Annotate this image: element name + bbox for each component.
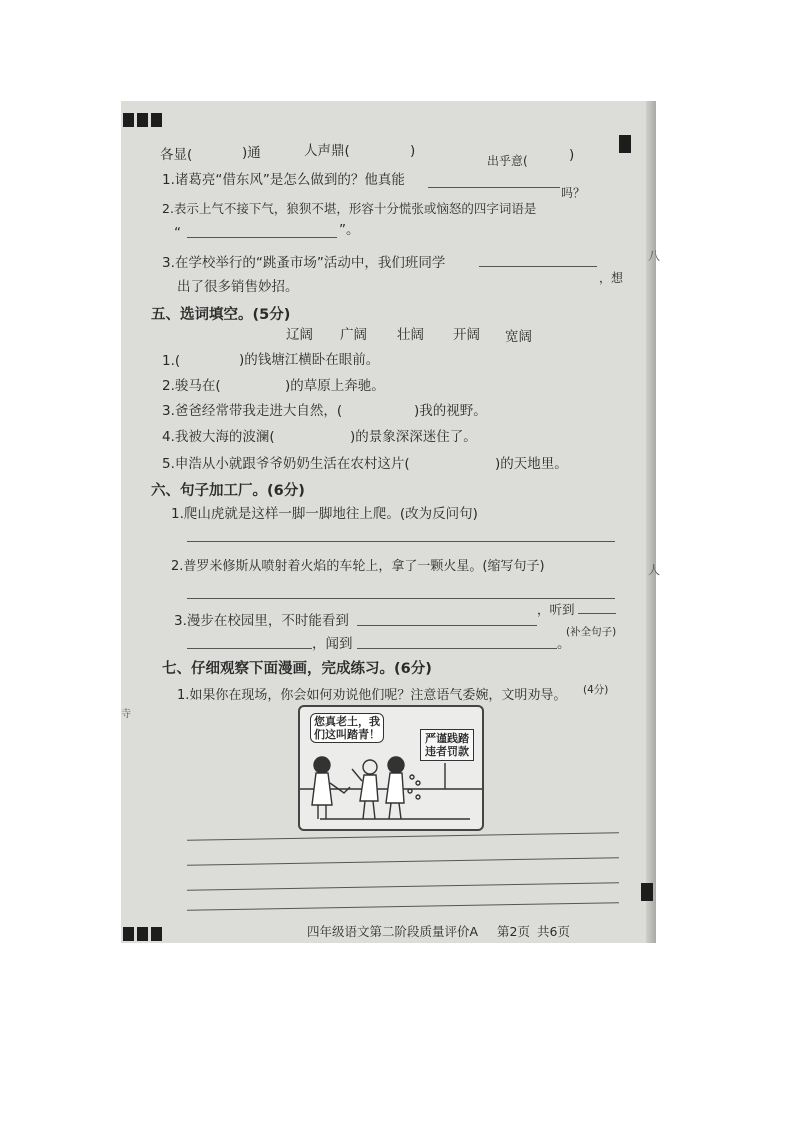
comic-question-1: 1.如果你在现场，你会如何劝说他们呢？注意语气委婉，文明劝导。 [177, 688, 567, 703]
sentence-3-mid-1: ，听到 [537, 602, 575, 617]
sentence-3-end: 。 [557, 636, 571, 652]
comic-answer-line-3[interactable] [187, 882, 619, 891]
footer-title: 四年级语文第二阶段质量评价A [307, 924, 479, 939]
comic-question-1-score: (4分) [583, 684, 609, 696]
edge-char-right: 八 [648, 249, 661, 263]
sentence-3-blank-1[interactable] [357, 625, 537, 626]
warning-sign-line: 严谨践踏 [425, 732, 469, 745]
section-5-heading: 五、选词填空。(5分) [151, 307, 291, 323]
comic-answer-line-1[interactable] [187, 832, 619, 841]
comic-people-drawing [300, 707, 482, 829]
page-fold-shadow [646, 101, 656, 943]
q4-3-end: ，想 [599, 271, 624, 285]
q4-2-open-quote: “ [174, 225, 181, 241]
fill-item-1-start: 1.( [162, 353, 181, 369]
idiom-1-start: 各显( [160, 147, 193, 163]
registration-mark-top [123, 113, 134, 127]
sentence-3-blank-2[interactable] [578, 613, 616, 614]
speech-bubble-line: 您真老土，我 [314, 715, 380, 728]
footer-total: 共6页 [537, 924, 570, 939]
sentence-1: 1.爬山虎就是这样一脚一脚地往上爬。(改为反问句) [171, 506, 478, 522]
comic-answer-line-2[interactable] [187, 857, 619, 866]
fill-item-3-end: )我的视野。 [414, 403, 487, 419]
sentence-3-note: (补全句子) [566, 626, 617, 638]
registration-mark-top [151, 113, 162, 127]
q4-1-answer-line[interactable] [428, 187, 560, 188]
word-option: 辽阔 [286, 327, 313, 343]
idiom-1-end: )通 [242, 145, 261, 161]
q4-2-answer-line[interactable] [187, 237, 337, 238]
registration-mark-right [641, 883, 653, 901]
speech-bubble-line: 们这叫踏青！ [314, 728, 380, 741]
word-option: 壮阔 [397, 327, 424, 343]
registration-mark-bottom [123, 927, 134, 941]
fill-item-2-start: 2.骏马在( [162, 378, 221, 394]
section-6-heading: 六、句子加工厂。(6分) [151, 483, 305, 499]
fill-item-5-start: 5.申浩从小就跟爷爷奶奶生活在农村这片( [162, 456, 410, 472]
q4-1-text: 1.诸葛亮“借东风”是怎么做到的？他真能 [162, 172, 405, 188]
idiom-2-start: 人声鼎( [304, 143, 350, 159]
sentence-1-answer-line[interactable] [187, 541, 615, 542]
comic-illustration [298, 705, 484, 831]
q4-3-continued: 出了很多销售妙招。 [177, 279, 299, 295]
edge-char-right: 人 [648, 563, 661, 577]
fill-item-4-start: 4.我被大海的波澜( [162, 429, 275, 445]
registration-mark-right [619, 135, 631, 153]
comic-answer-line-4[interactable] [187, 902, 619, 911]
q4-1-end: 吗？ [561, 186, 586, 200]
idiom-3-end: ) [569, 147, 575, 163]
word-option: 宽阔 [505, 329, 532, 345]
fill-item-5-end: )的天地里。 [495, 456, 568, 472]
fill-item-4-end: )的景象深深迷住了。 [350, 429, 477, 445]
registration-mark-bottom [151, 927, 162, 941]
fill-item-3-start: 3.爸爸经常带我走进大自然，( [162, 403, 343, 419]
word-option: 开阔 [453, 327, 480, 343]
registration-mark-bottom [137, 927, 148, 941]
registration-mark-top [137, 113, 148, 127]
edge-char-left: 寺 [121, 709, 131, 720]
fill-item-1-end: )的钱塘江横卧在眼前。 [239, 352, 380, 368]
idiom-3-start: 出乎意( [487, 154, 528, 168]
sentence-3-blank-3[interactable] [187, 648, 312, 649]
section-7-heading: 七、仔细观察下面漫画，完成练习。(6分) [162, 661, 432, 677]
exam-page [121, 101, 661, 943]
fill-item-2-end: )的草原上奔驰。 [285, 378, 385, 394]
sentence-2-answer-line[interactable] [187, 598, 615, 599]
sentence-2: 2.普罗米修斯从喷射着火焰的车轮上，拿了一颗火星。(缩写句子) [171, 559, 545, 574]
sentence-3-start: 3.漫步在校园里，不时能看到 [174, 613, 349, 629]
warning-sign-line: 违者罚款 [425, 745, 469, 758]
idiom-2-end: ) [410, 143, 416, 159]
word-option: 广阔 [340, 327, 367, 343]
q4-2-close-quote: ”。 [339, 222, 360, 238]
sentence-3-mid-2: ，闻到 [312, 636, 353, 652]
footer-page: 第2页 [497, 924, 530, 939]
q4-2-text: 2.表示上气不接下气，狼狈不堪，形容十分慌张或恼怒的四字词语是 [162, 201, 537, 216]
sentence-3-blank-4[interactable] [357, 648, 557, 649]
q4-3-answer-line[interactable] [479, 266, 597, 267]
q4-3-text: 3.在学校举行的“跳蚤市场”活动中，我们班同学 [162, 255, 446, 271]
